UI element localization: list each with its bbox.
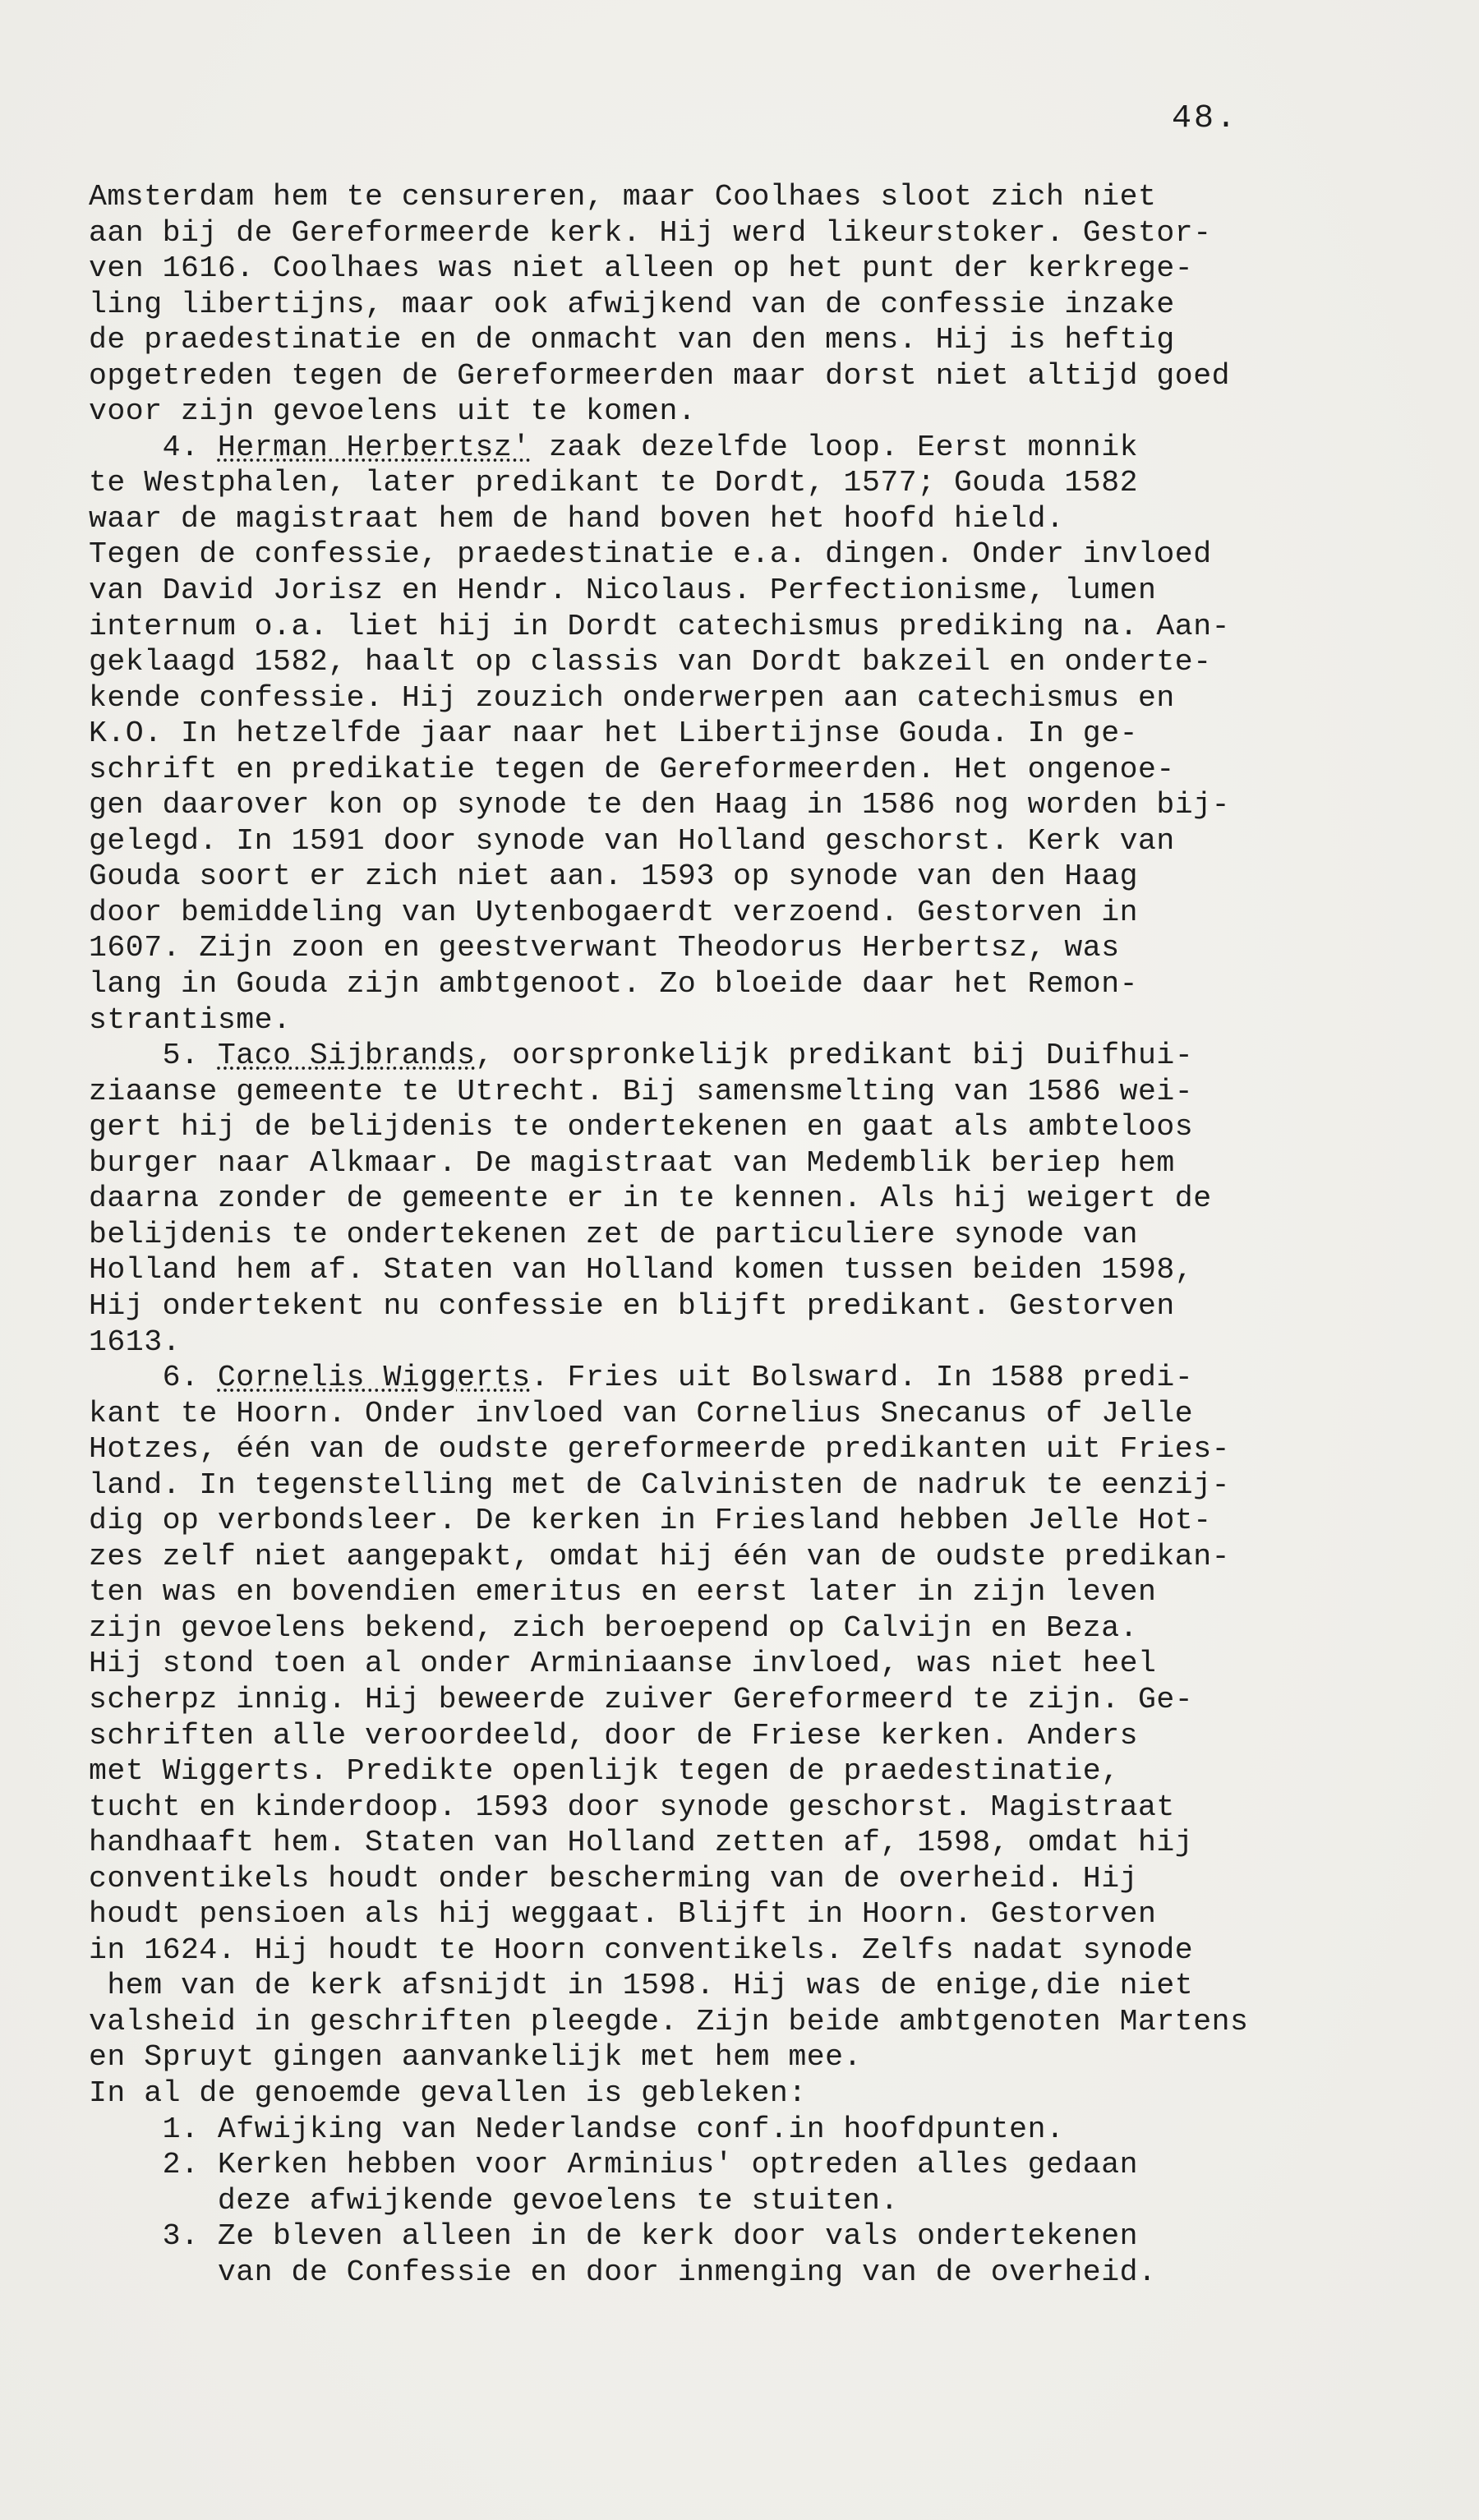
text-line: lang in Gouda zijn ambtgenoot. Zo bloeide daar het Remon- — [89, 967, 1139, 1002]
page-number: 48. — [1172, 100, 1239, 137]
text-line: Hij ondertekent nu confessie en blijft predikant. Gestorven — [89, 1288, 1175, 1323]
summary-item-continuation — [89, 2290, 1403, 2326]
text-line: opgetreden tegen de Gereformeerden maar dorst niet altijd goed — [89, 358, 1231, 393]
text-line: geklaagd 1582, haalt op classis van Dordt bakzeil en onderte- — [89, 645, 1212, 680]
text-line: valsheid in geschriften pleegde. Zijn beide ambtgenoten Martens — [89, 2004, 1249, 2039]
text-line: ten was en bovendien emeritus en eerst later in zijn leven — [89, 1575, 1157, 1610]
text-line: In al de genoemde gevallen is gebleken: — [89, 2075, 807, 2110]
text-line: ven 1616. Coolhaes was niet alleen op het punt der kerkrege- — [89, 251, 1194, 286]
text-line: ziaanse gemeente te Utrecht. Bij samensmelting van 1586 wei- — [89, 1074, 1194, 1108]
text-line: K.O. In hetzelfde jaar naar het Libertijnse Gouda. In ge- — [89, 716, 1139, 751]
text-line: en Spruyt gingen aanvankelijk met hem mee. — [89, 2040, 862, 2075]
text-line: Hotzes, één van de oudste gereformeerde predikanten uit Fries- — [89, 1432, 1231, 1467]
text-line: strantisme. — [89, 1002, 292, 1037]
text-line: scherpz innig. Hij beweerde zuiver Gereformeerd te zijn. Ge- — [89, 1682, 1194, 1716]
text-line: Hij stond toen al onder Arminiaanse invloed, was niet heel — [89, 1647, 1157, 1681]
text-line: internum o.a. liet hij in Dordt catechismus prediking na. Aan- — [89, 609, 1231, 643]
text-line: met Wiggerts. Predikte openlijk tegen de praedestinatie, — [89, 1754, 1120, 1789]
text-line: voor zijn gevoelens uit te komen. — [89, 394, 697, 429]
text-line: kende confessie. Hij zouzich onderwerpen aan catechismus en — [89, 680, 1175, 715]
text-line: aan bij de Gereformeerde kerk. Hij werd likeurstoker. Gestor- — [89, 215, 1212, 250]
text-line: 1613. — [89, 1324, 182, 1359]
text-line: gert hij de belijdenis te ondertekenen en gaat als ambteloos — [89, 1110, 1194, 1145]
text-line: belijdenis te ondertekenen zet de particuliere synode van — [89, 1217, 1139, 1251]
text-line: schrift en predikatie tegen de Gereformeerden. Het ongenoe- — [89, 752, 1175, 786]
text-line: tucht en kinderdoop. 1593 door synode geschorst. Magistraat — [89, 1790, 1175, 1824]
summary-item-continuation: 3. Ze bleven alleen in de kerk door vals ondertekenen — [89, 2219, 1139, 2254]
underlined-name: Taco Sijbrands — [217, 1039, 476, 1073]
underlined-name: Cornelis Wiggerts — [217, 1361, 531, 1395]
summary-item: van de Confessie en door inmenging van de overheid. — [89, 2255, 1157, 2289]
text-line: ling libertijns, maar ook afwijkend van de confessie inzake — [89, 287, 1175, 321]
text-line: Gouda soort er zich niet aan. 1593 op synode van den Haag — [89, 859, 1139, 894]
text-line: te Westphalen, later predikant te Dordt, 1577; Gouda 1582 — [89, 466, 1139, 500]
text-line: in 1624. Hij houdt te Hoorn conventikels. Zelfs nadat synode — [89, 1933, 1194, 1967]
text-line: van David Jorisz en Hendr. Nicolaus. Perfectionisme, lumen — [89, 574, 1157, 608]
text-line: schriften alle veroordeeld, door de Friese kerken. Anders — [89, 1718, 1139, 1753]
text-line: Holland hem af. Staten van Holland komen tussen beiden 1598, — [89, 1253, 1194, 1288]
text-line: zijn gevoelens bekend, zich beroepend op Calvijn en Beza. — [89, 1610, 1139, 1645]
text-line: daarna zonder de gemeente er in te kennen. Als hij weigert de — [89, 1182, 1212, 1216]
paragraph-6-heading-line: 6. Cornelis Wiggerts. Fries uit Bolsward. In 1588 predi- — [89, 1361, 1194, 1395]
text-line: 1607. Zijn zoon en geestverwant Theodorus Herbertsz, was — [89, 931, 1120, 965]
text-line: gen daarover kon op synode te den Haag in 1586 nog worden bij- — [89, 788, 1231, 822]
text-line: hem van de kerk afsnijdt in 1598. Hij was de enige,die niet — [89, 1969, 1194, 2003]
text-line: handhaaft hem. Staten van Holland zetten af, 1598, omdat hij — [89, 1826, 1194, 1860]
body-text — [89, 179, 1403, 2326]
text-line: houdt pensioen als hij weggaat. Blijft in Hoorn. Gestorven — [89, 1897, 1157, 1932]
text-line: Amsterdam hem te censureren, maar Coolhaes sloot zich niet — [89, 180, 1157, 214]
text-line: land. In tegenstelling met de Calvinisten de nadruk te eenzij- — [89, 1467, 1231, 1502]
text-line: zes zelf niet aangepakt, omdat hij één van de oudste predikan- — [89, 1539, 1231, 1573]
paragraph-4-heading-line: 4. Herman Herbertsz' zaak dezelfde loop. Eerst monnik — [89, 430, 1139, 464]
text-line: burger naar Alkmaar. De magistraat van Medemblik beriep hem — [89, 1145, 1175, 1180]
text-line: door bemiddeling van Uytenbogaerdt verzoend. Gestorven in — [89, 895, 1139, 929]
underlined-name: Herman Herbertsz' — [217, 430, 531, 464]
summary-item: deze afwijkende gevoelens te stuiten. — [89, 2183, 899, 2218]
text-line: conventikels houdt onder bescherming van de overheid. Hij — [89, 1861, 1139, 1896]
summary-item: 2. Kerken hebben voor Arminius' optreden alles gedaan — [89, 2148, 1139, 2182]
text-line: dig op verbondsleer. De kerken in Friesland hebben Jelle Hot- — [89, 1504, 1212, 1538]
text-line: kant te Hoorn. Onder invloed van Cornelius Snecanus of Jelle — [89, 1396, 1194, 1430]
summary-intro-line: 1. Afwijking van Nederlandse conf.in hoofdpunten. — [89, 2112, 1065, 2146]
paragraph-5-heading-line: 5. Taco Sijbrands, oorspronkelijk predikant bij Duifhui- — [89, 1039, 1194, 1073]
text-line: gelegd. In 1591 door synode van Holland geschorst. Kerk van — [89, 823, 1175, 858]
text-line: Tegen de confessie, praedestinatie e.a. dingen. Onder invloed — [89, 537, 1212, 572]
text-line: de praedestinatie en de onmacht van den mens. Hij is heftig — [89, 323, 1175, 357]
text-line: waar de magistraat hem de hand boven het hoofd hield. — [89, 501, 1065, 536]
